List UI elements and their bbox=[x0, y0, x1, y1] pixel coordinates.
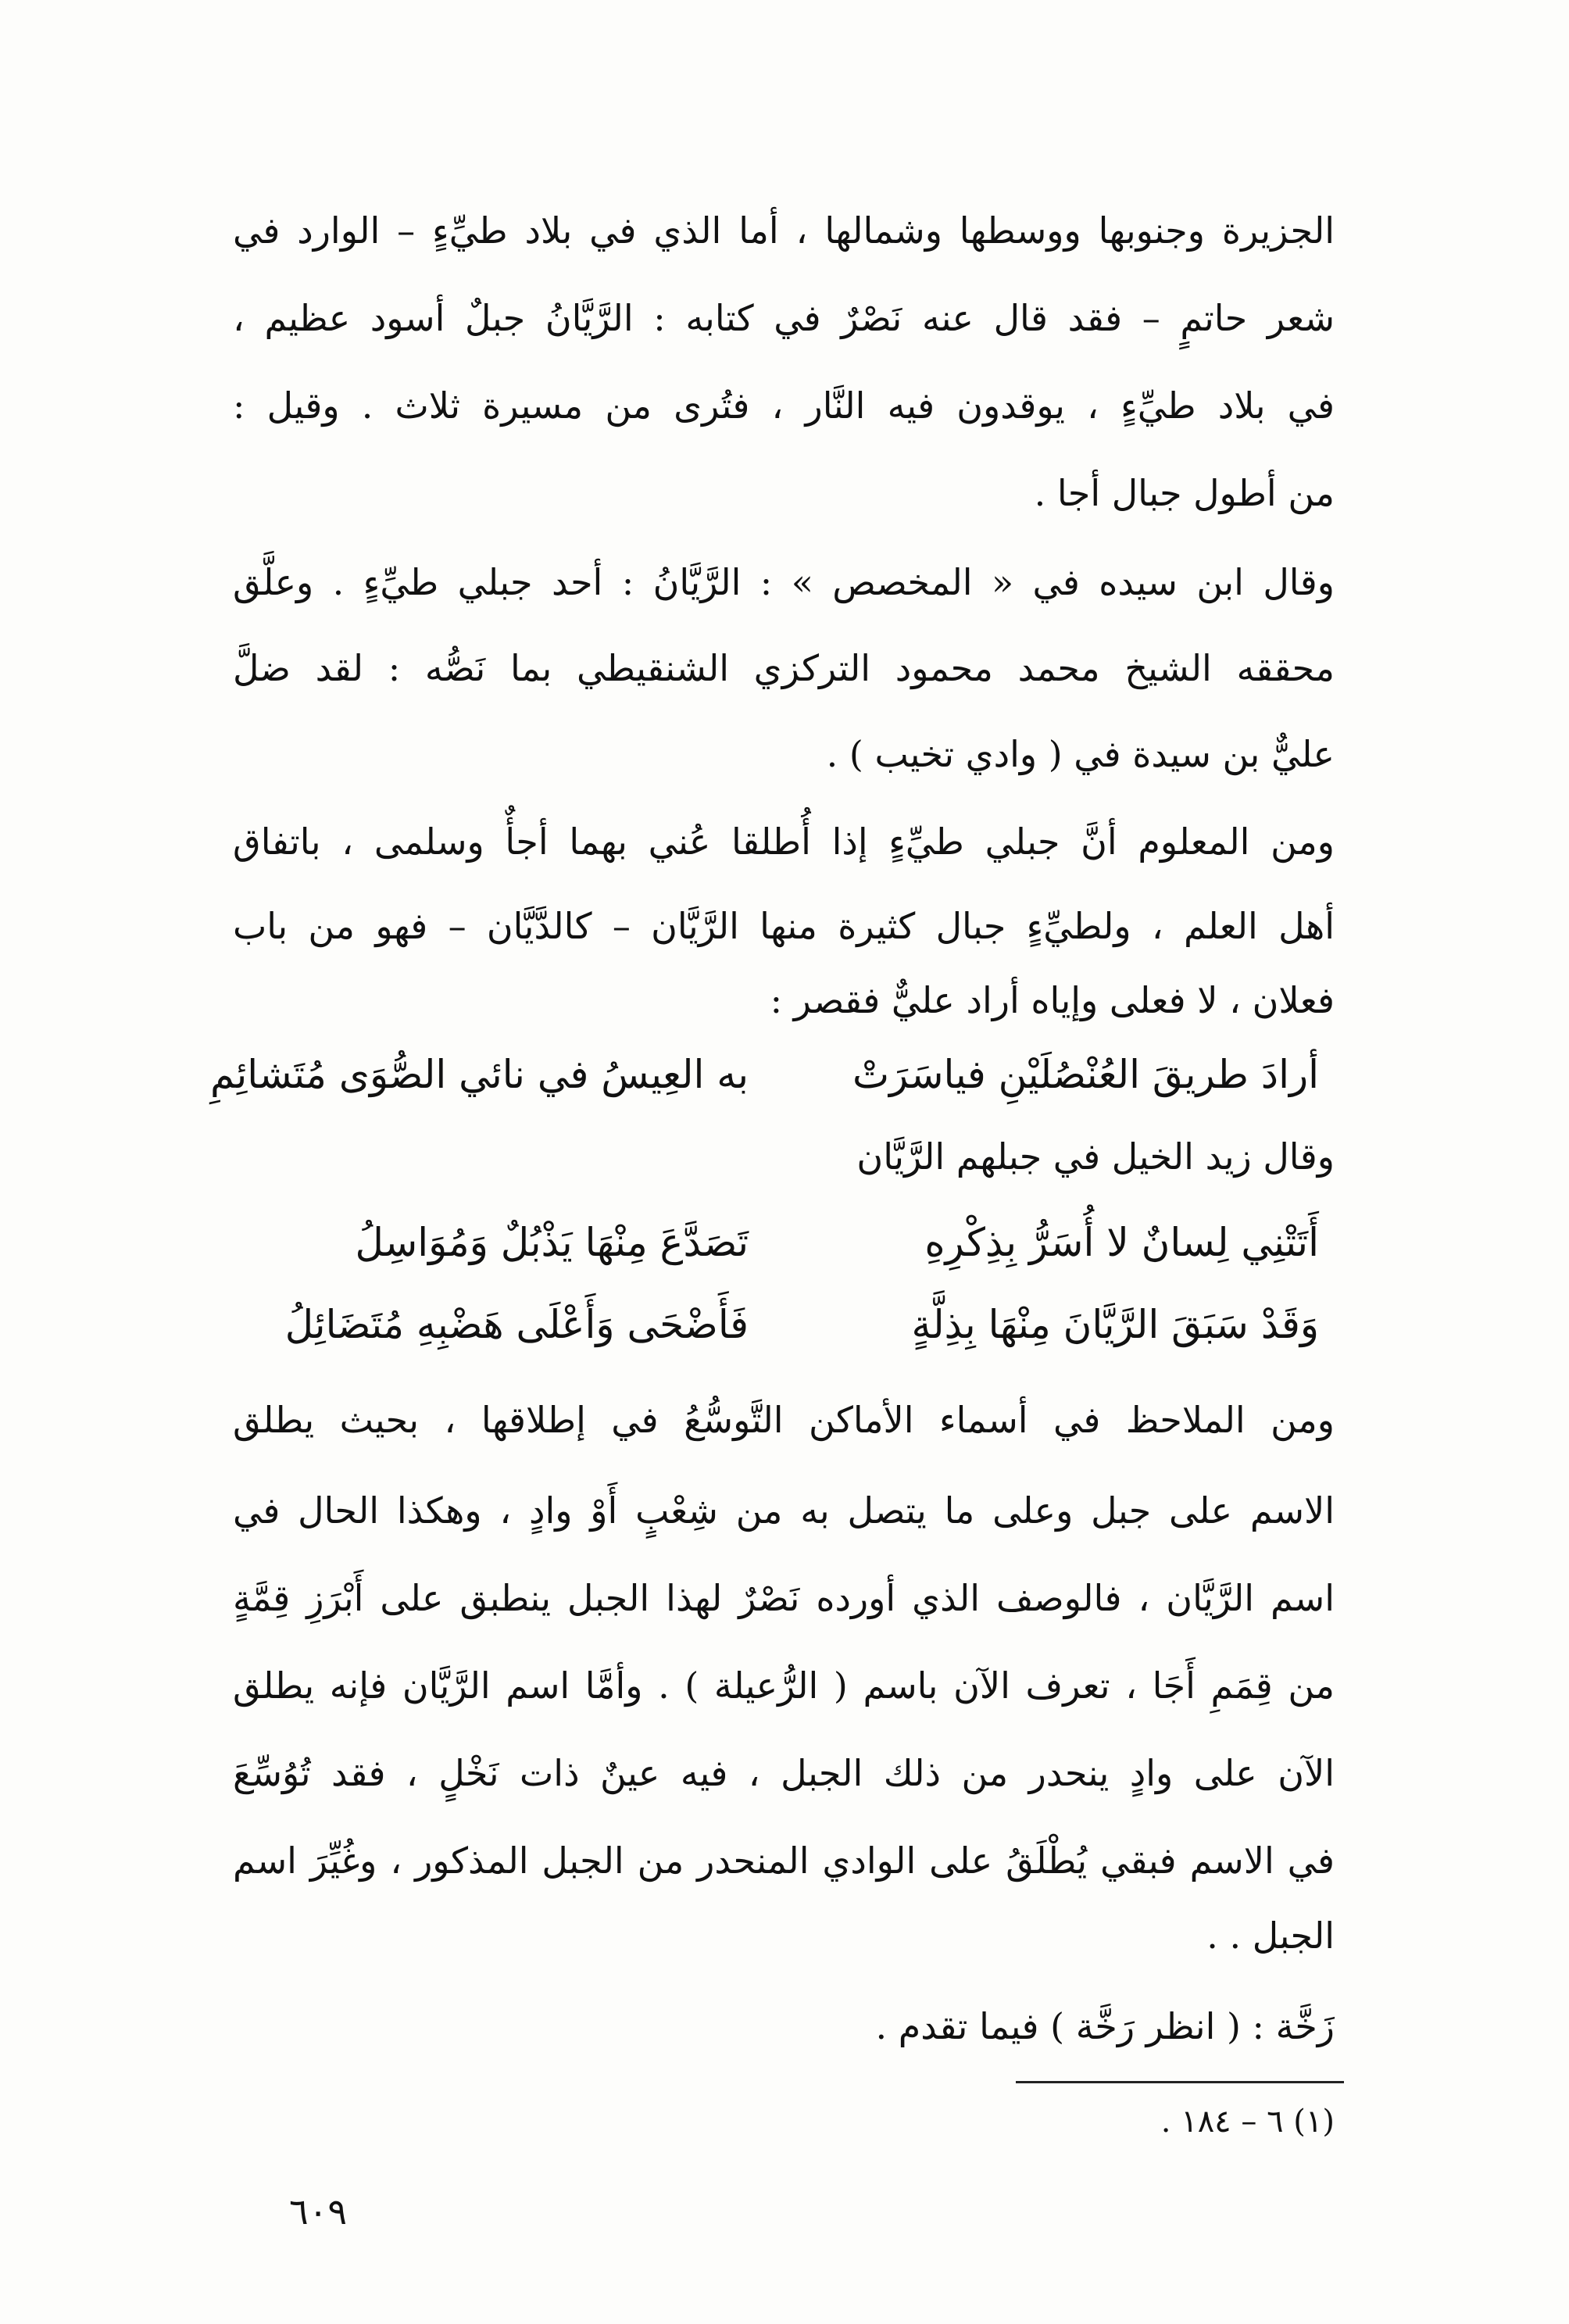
text-line: اسم الرَّيَّان ، فالوصف الذي أورده نَصْرٌ لهذا الجبل ينطبق على أَبْرَزِ قِمَّةٍ bbox=[233, 1577, 1335, 1619]
verse-hemistich-first: أرادَ طريقَ العُنْصُلَيْنِ فياسَرَتْ bbox=[852, 1052, 1319, 1097]
text-line: فعلان ، لا فعلى وإياه أراد عليٌّ فقصر : bbox=[770, 979, 1335, 1021]
page-number: ٦٠٩ bbox=[289, 2190, 348, 2233]
verse-hemistich-first: وَقَدْ سَبَقَ الرَّيَّانَ مِنْهَا بِذِلَّةٍ bbox=[911, 1302, 1319, 1347]
verse-hemistich-first: أَتَتْنِي لِسانٌ لا أُسَرُّ بِذِكْرِهِ bbox=[924, 1220, 1319, 1265]
text-line: الاسم على جبل وعلى ما يتصل به من شِعْبٍ أَوْ وادٍ ، وهكذا الحال في bbox=[233, 1489, 1335, 1532]
text-line: الجزيرة وجنوبها ووسطها وشمالها ، أما الذي في بلاد طيِّءٍ – الوارد في bbox=[233, 209, 1335, 252]
text-line: الآن على وادٍ ينحدر من ذلك الجبل ، فيه عينٌ ذات نَخْلٍ ، فقد تُوُسِّعَ bbox=[233, 1752, 1335, 1794]
verse-hemistich-second: تَصَدَّعَ مِنْهَا يَذْبُلٌ وَمُوَاسِلُ bbox=[355, 1220, 749, 1265]
text-line: وقال زيد الخيل في جبلهم الرَّيَّان bbox=[856, 1135, 1335, 1178]
text-line: عليٌّ بن سيدة في ( وادي تخيب ) . bbox=[826, 733, 1335, 775]
text-line: محققه الشيخ محمد محمود التركزي الشنقيطي بما نَصُّه : لقد ضلَّ bbox=[233, 647, 1335, 689]
text-line: ومن الملاحظ في أسماء الأماكن التَّوسُّعُ في إطلاقها ، بحيث يطلق bbox=[233, 1399, 1335, 1441]
verse-hemistich-second: به العِيسُ في نائي الصُّوَى مُتَشائِمِ bbox=[210, 1052, 749, 1097]
text-line: من قِمَمِ أَجَا ، تعرف الآن باسم ( الرُّعيلة ) . وأمَّا اسم الرَّيَّان فإنه يطلق bbox=[233, 1664, 1335, 1707]
text-line: في الاسم فبقي يُطْلَقُ على الوادي المنحدر من الجبل المذكور ، وغُيِّرَ اسم bbox=[233, 1840, 1335, 1882]
footnote-rule bbox=[1016, 2081, 1344, 2083]
footnote: (١) ٦ – ١٨٤ . bbox=[1160, 2104, 1335, 2140]
text-line: أهل العلم ، ولطيِّءٍ جبال كثيرة منها الرَّيَّان – كالدَّيَّان – فهو من باب bbox=[233, 905, 1335, 947]
text-line: وقال ابن سيده في « المخصص » : الرَّيَّانُ : أحد جبلي طيِّءٍ . وعلَّق bbox=[233, 561, 1335, 603]
text-line: شعر حاتمٍ – فقد قال عنه نَصْرٌ في كتابه : الرَّيَّانُ جبلٌ أسود عظيم ، bbox=[233, 297, 1335, 339]
text-line: ومن المعلوم أنَّ جبلي طيِّءٍ إذا أُطلقا عُني بهما أجأٌ وسلمى ، باتفاق bbox=[233, 821, 1335, 863]
text-line: الجبل . . bbox=[1206, 1915, 1335, 1957]
text-line: في بلاد طيِّءٍ ، يوقدون فيه النَّار ، فتُرى من مسيرة ثلاث . وقيل : bbox=[233, 384, 1335, 427]
text-line: زَخَّة : ( انظر رَخَّة ) فيما تقدم . bbox=[875, 2005, 1335, 2047]
text-line: من أطول جبال أجا . bbox=[1034, 472, 1335, 514]
verse-hemistich-second: فَأَضْحَى وَأَعْلَى هَضْبِهِ مُتَضَائِلُ bbox=[284, 1302, 749, 1347]
